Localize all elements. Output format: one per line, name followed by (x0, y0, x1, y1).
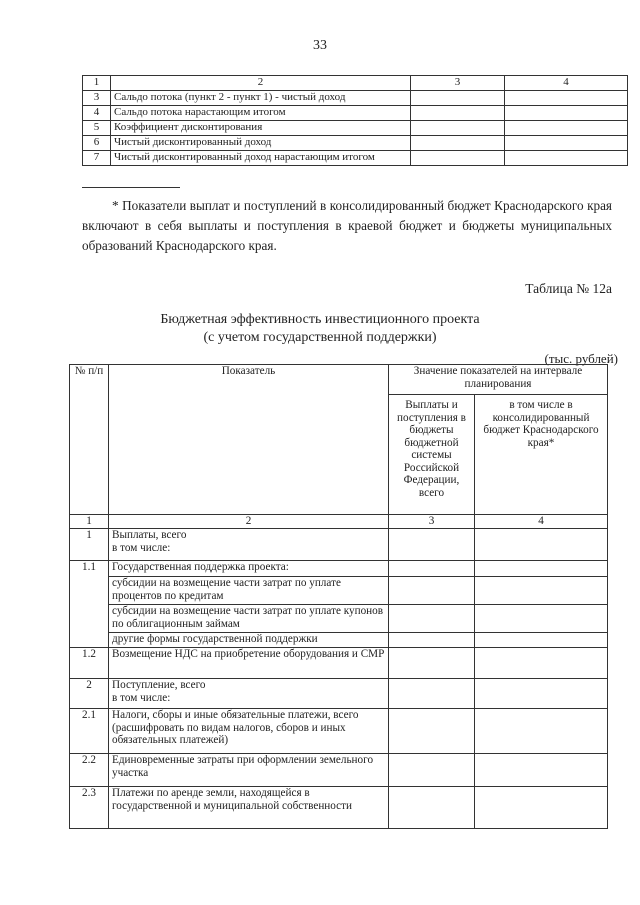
value-cell (389, 679, 475, 709)
table-row (83, 106, 628, 121)
value-cell (389, 633, 475, 648)
row-label: Поступление, всего в том числе: (109, 679, 389, 709)
units-label: (тыс. рублей) (544, 351, 618, 366)
table-row (70, 679, 608, 709)
value-cell (505, 121, 628, 136)
footnote: * Показатели выплат и поступлений в консолидированный бюджет Краснодарского края включают в себя выплаты и поступления в краевой бюджет и бюджеты муниципальных образований Краснодарского края. (82, 198, 612, 253)
row-number: 2 (70, 679, 109, 709)
table-row (70, 754, 608, 787)
table-label: Таблица № 12а (525, 281, 612, 296)
value-cell (411, 121, 505, 136)
row-number: 1.1 (70, 561, 109, 648)
header-indicator: Показатель (109, 365, 389, 515)
row-number: 1 (70, 529, 109, 561)
row-label: субсидии на возмещение части затрат по уплате купонов по облигационным займам (109, 605, 389, 633)
header-value-total: Выплаты и поступления в бюджеты бюджетной системы Российской Федерации, всего (389, 395, 475, 515)
main-table (69, 364, 608, 829)
row-label: субсидии на возмещение части затрат по уплате процентов по кредитам (109, 577, 389, 605)
table-row (70, 787, 608, 829)
value-cell (389, 754, 475, 787)
value-cell (475, 679, 608, 709)
table-row (70, 709, 608, 754)
header-cell: 2 (109, 515, 389, 529)
value-cell (505, 106, 628, 121)
row-label: Возмещение НДС на приобретение оборудования и СМР (109, 648, 389, 679)
row-label: Сальдо потока нарастающим итогом (111, 106, 411, 121)
value-cell (411, 106, 505, 121)
table-header-row (83, 76, 628, 91)
table-row (70, 648, 608, 679)
row-label: Налоги, сборы и иные обязательные платежи, всего (расшифровать по видам налогов, сборов и иных обязательных платежей) (109, 709, 389, 754)
footnote-rule (82, 187, 180, 188)
value-cell (475, 577, 608, 605)
table-row (83, 121, 628, 136)
value-cell (505, 136, 628, 151)
value-cell (475, 605, 608, 633)
column-number-row (70, 515, 608, 529)
row-label: Платежи по аренде земли, находящейся в государственной и муниципальной собственности (109, 787, 389, 829)
value-cell (475, 648, 608, 679)
value-cell (505, 91, 628, 106)
row-label: Чистый дисконтированный доход (111, 136, 411, 151)
table-row (70, 561, 608, 577)
subtitle-line: (с учетом государственной поддержки) (203, 330, 437, 345)
row-label: Выплаты, всего в том числе: (109, 529, 389, 561)
table-row (70, 577, 608, 605)
value-cell (475, 529, 608, 561)
value-cell (389, 529, 475, 561)
header-cell: 1 (83, 76, 111, 91)
table-row (83, 151, 628, 166)
row-number: 1.2 (70, 648, 109, 679)
row-number: 2.1 (70, 709, 109, 754)
value-cell (389, 787, 475, 829)
header-value-group: Значение показателей на интервале планирования (389, 365, 608, 395)
value-cell (475, 561, 608, 577)
row-number: 3 (83, 91, 111, 106)
table-row (83, 136, 628, 151)
row-number: 4 (83, 106, 111, 121)
row-label: Коэффициент дисконтирования (111, 121, 411, 136)
value-cell (475, 787, 608, 829)
value-cell (389, 709, 475, 754)
top-table (82, 75, 628, 166)
value-cell (389, 577, 475, 605)
row-label: Государственная поддержка проекта: (109, 561, 389, 577)
row-number: 6 (83, 136, 111, 151)
page-number: 33 (313, 38, 327, 53)
header-cell: 4 (475, 515, 608, 529)
value-cell (389, 648, 475, 679)
value-cell (389, 605, 475, 633)
value-cell (411, 91, 505, 106)
row-label: Чистый дисконтированный доход нарастающим итогом (111, 151, 411, 166)
header-cell: 3 (389, 515, 475, 529)
value-cell (411, 151, 505, 166)
header-num: № п/п (70, 365, 109, 515)
value-cell (475, 709, 608, 754)
row-number: 2.3 (70, 787, 109, 829)
row-label: Единовременные затраты при оформлении земельного участка (109, 754, 389, 787)
header-value-regional: в том числе в консолидированный бюджет Краснодарского края* (475, 395, 608, 515)
value-cell (475, 754, 608, 787)
value-cell (475, 633, 608, 648)
title-line: Бюджетная эффективность инвестиционного проекта (160, 312, 480, 327)
row-label: Сальдо потока (пункт 2 - пункт 1) - чистый доход (111, 91, 411, 106)
header-cell: 4 (505, 76, 628, 91)
row-number: 5 (83, 121, 111, 136)
row-label: другие формы государственной поддержки (109, 633, 389, 648)
header-cell: 1 (70, 515, 109, 529)
value-cell (505, 151, 628, 166)
header-cell: 3 (411, 76, 505, 91)
table-row (70, 529, 608, 561)
table-row (70, 633, 608, 648)
row-number: 7 (83, 151, 111, 166)
page-title (0, 311, 640, 347)
table-header-row (70, 365, 608, 395)
table-row (70, 605, 608, 633)
table-row (83, 91, 628, 106)
row-number: 2.2 (70, 754, 109, 787)
value-cell (389, 561, 475, 577)
value-cell (411, 136, 505, 151)
header-cell: 2 (111, 76, 411, 91)
